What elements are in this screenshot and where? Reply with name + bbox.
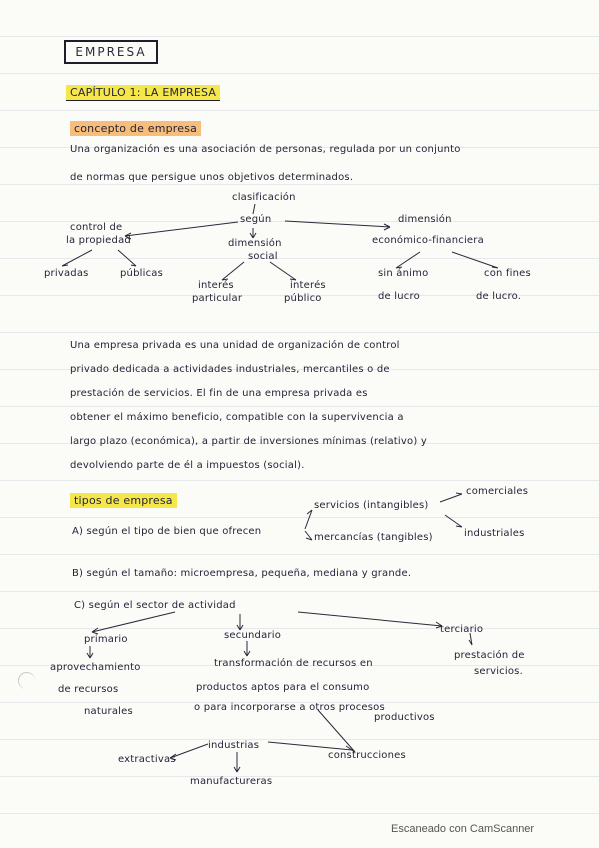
diagram-interes-publico-2: público [284,293,322,304]
diagram-publicas: públicas [120,268,164,279]
type-c-extractivas: extractivas [118,754,176,765]
punch-hole-mark [18,672,35,689]
type-a-label: A) según el tipo de bien que ofrecen [72,526,262,537]
type-c-secundario-desc-4: productivos [374,712,435,723]
diagram-privadas: privadas [44,268,89,279]
type-c-terciario: terciario [440,624,484,635]
diagram-social-2: social [248,251,278,262]
chapter-heading: CAPÍTULO 1: LA EMPRESA [66,86,220,99]
scanner-watermark: Escaneado con CamScanner [391,823,535,835]
type-a-mercancias: mercancías (tangibles) [314,532,433,543]
diagram-control-2: la propiedad [66,235,131,246]
concept-heading: concepto de empresa [70,122,201,135]
diagram-economico-2: económico-financiera [372,235,484,246]
diagram-root-clasificacion: clasificación [232,192,296,203]
type-c-primario: primario [84,634,128,645]
private-text-line-2: privado dedicada a actividades industriales, mercantiles o de [70,364,390,375]
type-c-secundario-desc-1: transformación de recursos en [214,658,373,669]
concept-text-line-2: de normas que persigue unos objetivos determinados. [70,172,354,183]
concept-text-line-1: Una organización es una asociación de personas, regulada por un conjunto [70,144,461,155]
private-text-line-1: Una empresa privada es una unidad de organización de control [70,340,400,351]
diagram-social-1: dimensión [228,238,282,249]
diagram-con-fines-2: de lucro. [476,291,522,302]
diagram-interes-particular-1: interés [198,280,234,291]
type-c-secundario-desc-3: o para incorporarse a otros procesos [194,702,385,713]
type-c-primario-desc-1: aprovechamiento [50,662,141,673]
type-c-construcciones: construcciones [328,750,406,761]
diagram-control-1: control de [70,222,123,233]
diagram-sin-animo-2: de lucro [378,291,420,302]
types-heading: tipos de empresa [70,494,177,507]
type-c-manufactureras: manufactureras [190,776,273,787]
diagram-economico-1: dimensión [398,214,452,225]
diagram-con-fines-1: con fines [484,268,531,279]
page-title: EMPRESA [64,40,158,64]
type-c-terciario-desc-2: servicios. [474,666,523,677]
type-c-label: C) según el sector de actividad [74,600,236,611]
type-c-secundario: secundario [224,630,282,641]
type-c-terciario-desc-1: prestación de [454,650,525,661]
type-a-industriales: industriales [464,528,525,539]
diagram-sin-animo-1: sin ánimo [378,268,429,279]
private-text-line-5: largo plazo (económica), a partir de inversiones mínimas (relativo) y [70,436,427,447]
type-a-comerciales: comerciales [466,486,529,497]
type-c-industrias: industrias [208,740,260,751]
type-a-servicios: servicios (intangibles) [314,500,429,511]
diagram-interes-particular-2: particular [192,293,243,304]
type-b-text: B) según el tamaño: microempresa, pequeña, mediana y grande. [72,568,412,579]
private-text-line-3: prestación de servicios. El fin de una empresa privada es [70,388,368,399]
private-text-line-6: devolviendo parte de él a impuestos (social). [70,460,305,471]
private-text-line-4: obtener el máximo beneficio, compatible con la supervivencia a [70,412,404,423]
type-c-primario-desc-3: naturales [84,706,133,717]
diagram-segun: según [240,214,272,225]
type-c-primario-desc-2: de recursos [58,684,119,695]
diagram-interes-publico-1: interés [290,280,326,291]
type-c-secundario-desc-2: productos aptos para el consumo [196,682,370,693]
